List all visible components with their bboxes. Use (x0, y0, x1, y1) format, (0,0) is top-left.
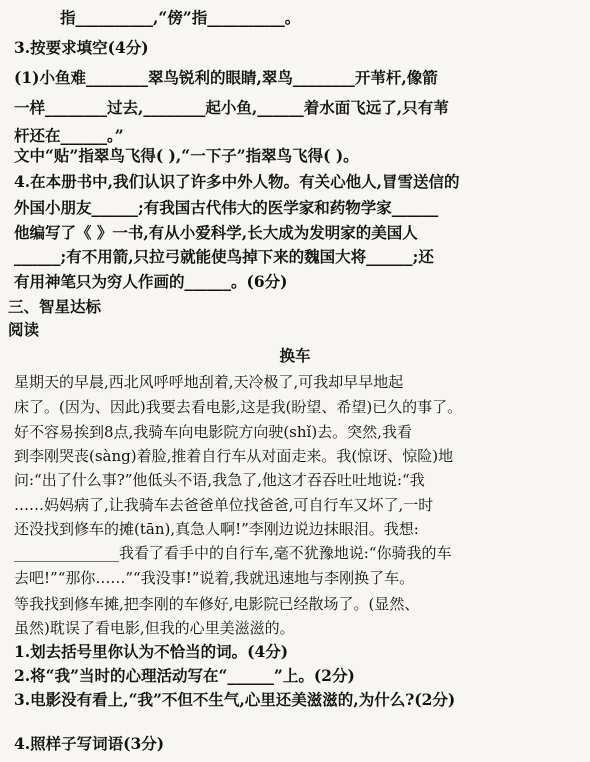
section-3-heading: 三、智星达标 (8, 297, 102, 316)
passage-line: ______________我看了看手中的自行车,毫不犹豫地说:“你骑我的车 (14, 544, 452, 562)
passage-line: 到李刚哭丧(sàng)着脸,推着自行车从对面走来。我(惊讶、惊险)地 (14, 447, 454, 465)
passage-line: 还没找到修车的摊(tān),真急人啊!”李刚边说边抹眼泪。我想: (14, 520, 419, 538)
q4-line-4: ______;有不用箭,只拉弓就能使鸟掉下来的魏国大将______;还 (14, 247, 434, 266)
question-2: 2.将“我”当时的心理活动写在“______”上。(2分) (14, 666, 355, 685)
q3-line-3: 杆还在______。” (14, 126, 124, 145)
q3-line-1: (1)小鱼难________翠鸟锐利的眼睛,翠鸟________开苇杆,像箭 (14, 68, 438, 87)
passage-title: 换车 (279, 346, 311, 365)
q3-title: 3.按要求填空(4分) (14, 38, 149, 57)
question-4: 4.照样子写词语(3分) (14, 734, 165, 753)
question-3: 3.电影没有看上,“我”不但不生气,心里还美滋滋的,为什么?(2分) (14, 690, 456, 709)
passage-line: 虽然)耽误了看电影,但我的心里美滋滋的。 (14, 619, 295, 637)
passage-line: ……妈妈病了,让我骑车去爸爸单位找爸爸,可自行车又坏了,一时 (14, 496, 434, 514)
passage-line: 问:“出了什么事?”他低头不语,我急了,他这才吞吞吐吐地说:“我 (14, 471, 425, 489)
q3-line-2: 一样________过去,________起小鱼,______着水面飞远了,只有苇 (14, 98, 449, 117)
question-1: 1.划去括号里你认为不恰当的词。(4分) (14, 642, 289, 661)
reading-label: 阅读 (8, 320, 40, 339)
passage-line: 床了。(因为、因此)我要去看电影,这是我(盼望、希望)已久的事了。 (14, 398, 463, 416)
passage-line: 好不容易挨到8点,我骑车向电影院方向驶(shǐ)去。突然,我看 (14, 423, 412, 441)
q4-line-1: 4.在本册书中,我们认识了许多中外人物。有关心他人,冒雪送信的 (14, 172, 460, 191)
passage-line: 去吧!”“那你……”“我没事!”说着,我就迅速地与李刚换了车。 (14, 569, 415, 587)
q4-line-5: 有用神笔只为穷人作画的______。(6分) (14, 272, 288, 291)
q2-tail-line: 指__________,“傍”指__________。 (60, 8, 301, 27)
passage-line: 等我找到修车摊,把李刚的车修好,电影院已经散场了。(显然、 (14, 595, 420, 613)
q4-line-2: 外国小朋友______;有我国古代伟大的医学家和药物学家______ (14, 198, 439, 217)
passage-line: 星期天的早晨,西北风呼呼地刮着,天冷极了,可我却早早地起 (14, 373, 404, 391)
q3-line-4: 文中“贴”指翠鸟飞得( ),“一下子”指翠鸟飞得( )。 (14, 146, 359, 165)
q4-line-3: 他编写了《 》一书,有从小爱科学,长大成为发明家的美国人 (14, 223, 418, 242)
